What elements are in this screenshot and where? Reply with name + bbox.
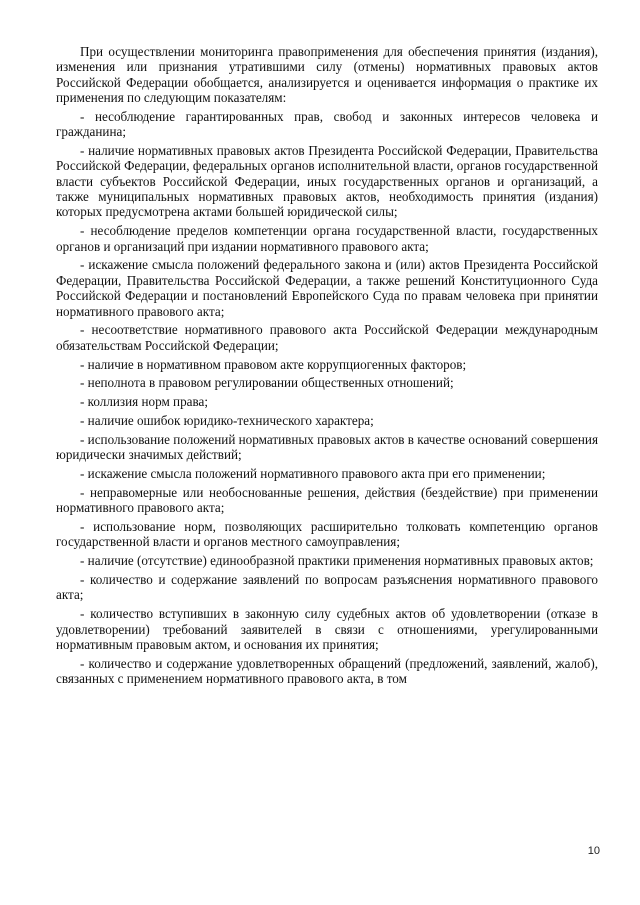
list-item: - количество вступивших в законную силу судебных актов об удовлетворении (отказе в удовлетворении) требований заявителей в связи с отношениями, урегулированными нормативным правовым актом, и основания их принятия; [56, 606, 598, 653]
list-item: - коллизия норм права; [80, 394, 208, 410]
list-item: - искажение смысла положений нормативного правового акта при его применении; [80, 466, 546, 482]
intro-paragraph: При осуществлении мониторинга правоприменения для обеспечения принятия (издания), изменения или признания утратившими силу (отмены) нормативных правовых актов Российской Федерации обобщается, анализируется и оценивается информация о практике их применения по следующим показателям: [56, 44, 598, 106]
list-item: - искажение смысла положений федерального закона и (или) актов Президента Российской Федерации, Правительства Российской Федерации, а также решений Конституционного Суда Российской Федерации и постановлений Европейского Суда по правам человека при принятии нормативного правового акта; [56, 257, 598, 319]
list-item: - количество и содержание заявлений по вопросам разъяснения нормативного правового акта; [56, 572, 598, 603]
list-item: - несоблюдение гарантированных прав, свобод и законных интересов человека и гражданина; [56, 108, 598, 140]
list-item: - количество и содержание удовлетворенных обращений (предложений, заявлений, жалоб), связанных с применением нормативного правового акта, в том [56, 655, 598, 687]
list-item: - наличие в нормативном правовом акте коррупциогенных факторов; [80, 356, 467, 372]
indicator-list [56, 109, 598, 687]
page-number: 10 [587, 845, 600, 857]
list-item: - неправомерные или необоснованные решения, действия (бездействие) при применении нормативного правового акта; [56, 484, 598, 516]
list-item: - неполнота в правовом регулировании общественных отношений; [80, 375, 454, 391]
list-item: - несоответствие нормативного правового акта Российской Федерации международным обязательствам Российской Федерации; [56, 322, 598, 353]
list-item: - наличие (отсутствие) единообразной практики применения нормативных правовых актов; [80, 553, 594, 569]
list-item: - наличие нормативных правовых актов Президента Российской Федерации, Правительства Российской Федерации, федеральных органов исполнительной власти, органов государственной власти субъектов Российской Федерации, иных государственных органов и организаций, а также муниципальных нормативных правовых актов, необходимость принятия (издания) которых предусмотрена актами большей юридической силы; [56, 142, 598, 220]
list-item: - наличие ошибок юридико-технического характера; [80, 413, 374, 429]
list-item: - использование норм, позволяющих расширительно толковать компетенцию органов государственной власти и органов местного самоуправления; [56, 519, 598, 550]
list-item: - использование положений нормативных правовых актов в качестве оснований совершения юридически значимых действий; [56, 431, 598, 463]
list-item: - несоблюдение пределов компетенции органа государственной власти, государственных органов и организаций при издании нормативного правового акта; [56, 223, 598, 254]
document-page [56, 44, 598, 690]
